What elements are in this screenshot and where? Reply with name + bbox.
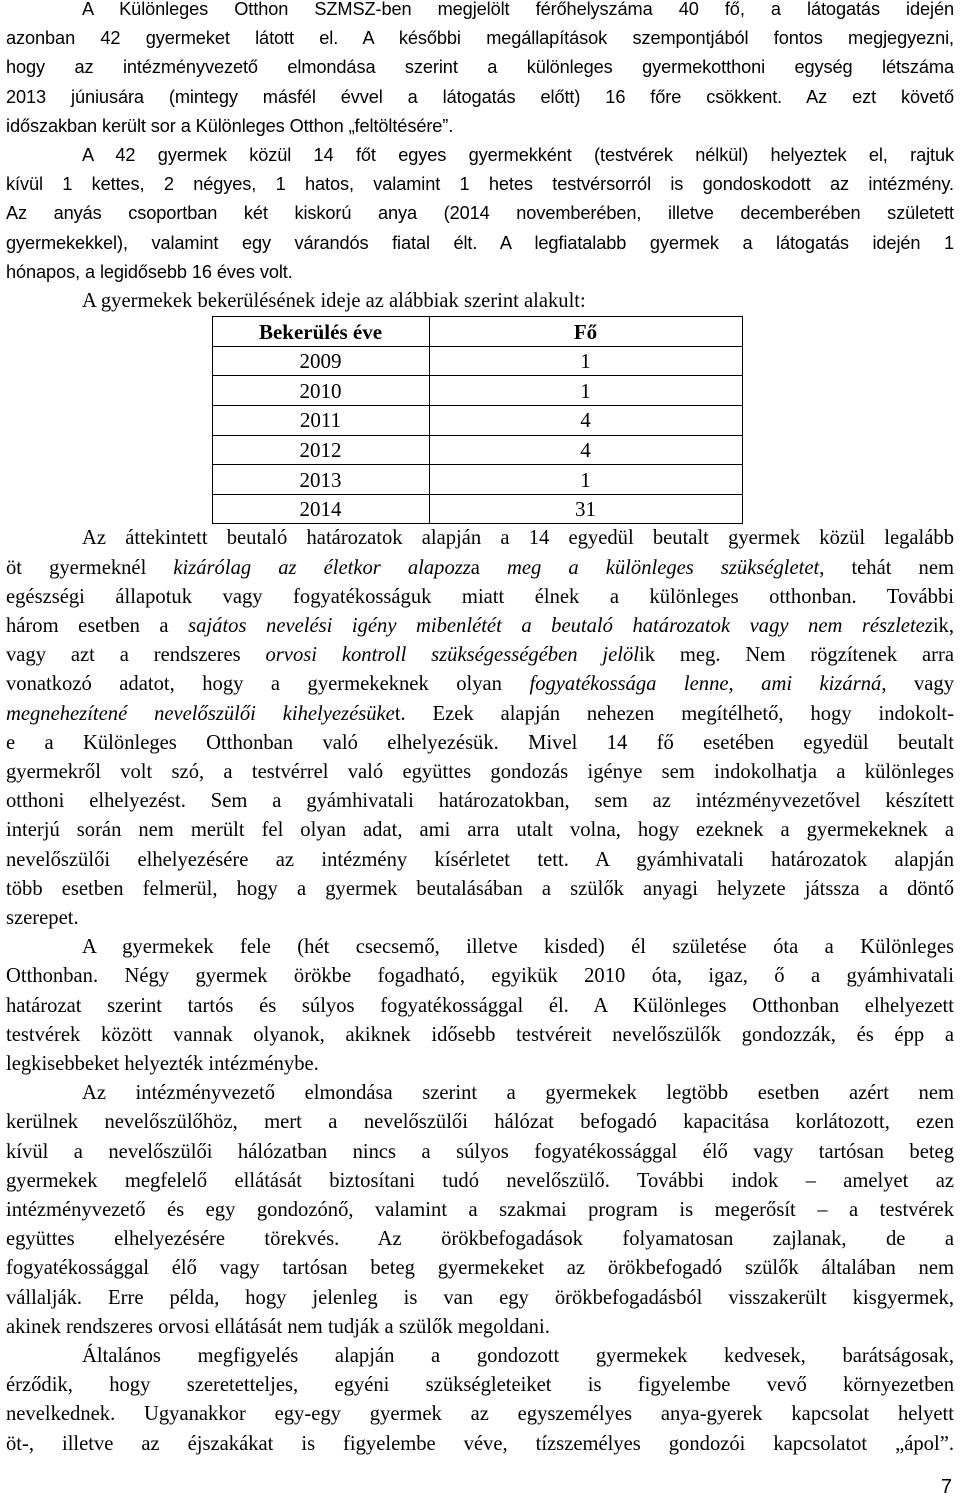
text-line: több esetben felmerül, hogy a gyermek beutalásában a szülők anyagi helyzete játssza a döntő [6,877,954,900]
text-line: határozat szerint tartós és súlyos fogyatékossággal él. A Különleges Otthonban elhelyezett [6,994,954,1017]
table-row [212,406,742,436]
column-header-count: Fő [429,317,742,347]
text-line: együttes elhelyezésére törekvés. Az örökbefogadások folyamatosan zajlanak, de a [6,1228,954,1251]
text-line: Az anyás csoportban két kiskorú anya (2014 novemberében, illetve decemberében született [6,203,954,224]
table-row [212,376,742,406]
count-cell: 31 [429,494,742,524]
text-line: megnehezítené nevelőszülői kihelyezésüket. Ezek alapján nehezen megítélhető, hogy indokolt- [6,702,955,725]
year-cell: 2009 [212,346,429,376]
intake-table-wrapper [6,316,954,524]
text-line: testvérek között vannak olyanok, akiknek idősebb testvéreit nevelőszülők gondozzák, és épp a [6,1023,954,1046]
count-cell: 1 [429,376,742,406]
text-line: azonban 42 gyermeket látott el. A későbbi megállapítások szempontjából fontos megjegyezni, [6,28,954,49]
text-line: A gyermekek bekerülésének ideje az alábbiak szerint alakult: [82,290,586,313]
text-line: öt-, illetve az éjszakákat is figyelembe véve, tízszemélyes gondozói kapcsolatot „ápol”. [6,1432,954,1455]
text-line: intézményvezető és egy gondozónő, valamint a szakmai program is megerősít – a testvérek [6,1199,954,1222]
text-line: időszakban került sor a Különleges Otthon „feltöltésére”. [6,115,454,136]
year-cell: 2011 [212,406,429,436]
emphasis: fogyatékossága lenne, ami kizárná [529,673,882,696]
text-line: interjú során nem merült fel olyan adat, ami arra utalt volna, hogy ezeknek a gyermekeknek a [6,819,954,842]
text-line: Otthonban. Négy gyermek örökbe fogadható, egyikük 2010 óta, igaz, ő a gyámhivatali [6,965,954,988]
text-line: nevelőszülői elhelyezésére az intézmény kísérletet tett. A gyámhivatali határozatok alapján [6,848,954,871]
text-line: szerepet. [6,907,79,930]
text-line: Az intézményvezető elmondása szerint a gyermekek legtöbb esetben azért nem [82,1082,954,1105]
intake-table [212,316,743,524]
text-line: vagy azt a rendszeres orvosi kontroll szükségességében jelölik meg. Nem rögzítenek arra [6,644,954,667]
table-row [212,465,742,495]
column-header-year: Bekerülés éve [212,317,429,347]
table-row [212,494,742,524]
count-cell: 1 [429,346,742,376]
text-line: nevelkednek. Ugyanakkor egy-egy gyermek az egyszemélyes anya-gyerek kapcsolat helyett [6,1403,954,1426]
paragraph-foster-reasons [6,1079,954,1342]
text-line: gyermekről volt szó, a testvérrel való együttes gondozás igénye sem indokolhatja a különleges [6,761,954,784]
paragraph-intake-intro [6,287,954,316]
text-line: otthoni elhelyezést. Sem a gyámhivatali határozatokban, sem az intézményvezetővel készített [6,790,954,813]
paragraph-siblings [6,141,954,287]
text-line: kívül 1 kettes, 2 négyes, 1 hatos, valamint 1 hetes testvérsorról is gondoskodott az intézmény. [6,174,954,195]
text-line: kerülnek nevelőszülőhöz, mert a nevelőszülői hálózat befogadó kapacitása korlátozott, ezen [6,1111,954,1134]
year-cell: 2013 [212,465,429,495]
year-cell: 2014 [212,494,429,524]
paragraph-capacity [6,0,954,141]
text-line: öt gyermeknél kizárólag az életkor alapozza meg a különleges szükségletet, tehát nem [6,556,954,579]
text-line: fogyatékossággal élő vagy tartósan beteg gyermekeket az örökbefogadó szülők általában nem [6,1257,954,1280]
text-line: Az áttekintett beutaló határozatok alapján a 14 egyedül beutalt gyermek közül legalább [82,527,954,550]
text-line: legkisebbeket helyezték intézménybe. [6,1053,319,1076]
document-page [6,0,954,1459]
count-cell: 4 [429,406,742,436]
text-line: hónapos, a legidősebb 16 éves volt. [6,261,293,282]
emphasis: meg a különleges szükségletet [507,556,820,579]
year-cell: 2010 [212,376,429,406]
table-row [212,346,742,376]
count-cell: 1 [429,465,742,495]
emphasis: sajátos nevelési igény mibenlétét a beutaló határozatok vagy nem részletez [188,615,933,637]
text-line: A Különleges Otthon SZMSZ-ben megjelölt férőhelyszáma 40 fő, a látogatás idején [82,0,954,19]
paragraph-half-since-birth [6,933,954,1079]
text-line: egészségi állapotuk vagy fogyatékosságuk miatt élnek a különleges otthonban. További [6,585,954,608]
text-line: akinek rendszeres orvosi ellátását nem tudják a szülők megoldani. [6,1315,550,1338]
text-line: vállalják. Erre példa, hogy jelenleg is van egy örökbefogadásból visszakerült kisgyermek, [6,1286,954,1309]
text-line: hogy az intézményvezető elmondása szerint a különleges gyermekotthoni egység létszáma [6,57,954,78]
text-line: Általános megfigyelés alapján a gondozott gyermekek kedvesek, barátságosak, [82,1345,954,1368]
text-line: e a Különleges Otthonban való elhelyezésük. Mivel 14 fő esetében egyedül beutalt [6,731,954,754]
table-row [212,435,742,465]
count-cell: 4 [429,435,742,465]
text-line: vonatkozó adatot, hogy a gyermekeknek olyan fogyatékossága lenne, ami kizárná, vagy [6,673,954,696]
paragraph-general-observation [6,1342,954,1459]
year-cell: 2012 [212,435,429,465]
emphasis: megnehezítené nevelőszülői kihelyezésüke [6,702,395,725]
text-line: A 42 gyermek közül 14 főt egyes gyermekként (testvérek nélkül) helyeztek el, rajtuk [82,145,954,166]
table-header-row [212,317,742,347]
paragraph-referral-analysis [6,524,954,933]
text-line: A gyermekek fele (hét csecsemő, illetve kisded) él születése óta a Különleges [82,936,954,959]
text-line: 2013 júniusára (mintegy másfél évvel a látogatás előtt) 16 főre csökkent. Az ezt követő [6,86,954,107]
text-line: érződik, hogy szeretetteljes, egyéni szükségleteiket is figyelembe vevő környezetben [6,1374,954,1397]
text-line: három esetben a sajátos nevelési igény mibenlétét a beutaló határozatok vagy nem részletezik, [6,615,954,637]
text-line: gyermekek megfelelő ellátását biztosítani tudó nevelőszülő. További indok – amelyet az [6,1169,954,1192]
emphasis: kizárólag az életkor alapozz [173,556,471,579]
page-number: 7 [940,1476,952,1498]
emphasis: orvosi kontroll szükségességében jelöl [265,644,639,667]
text-line: gyermekekkel), valamint egy várandós fiatal élt. A legfiatalabb gyermek a látogatás idején 1 [6,232,954,253]
text-line: kívül a nevelőszülői hálózatban nincs a súlyos fogyatékossággal élő vagy tartósan beteg [6,1140,954,1163]
